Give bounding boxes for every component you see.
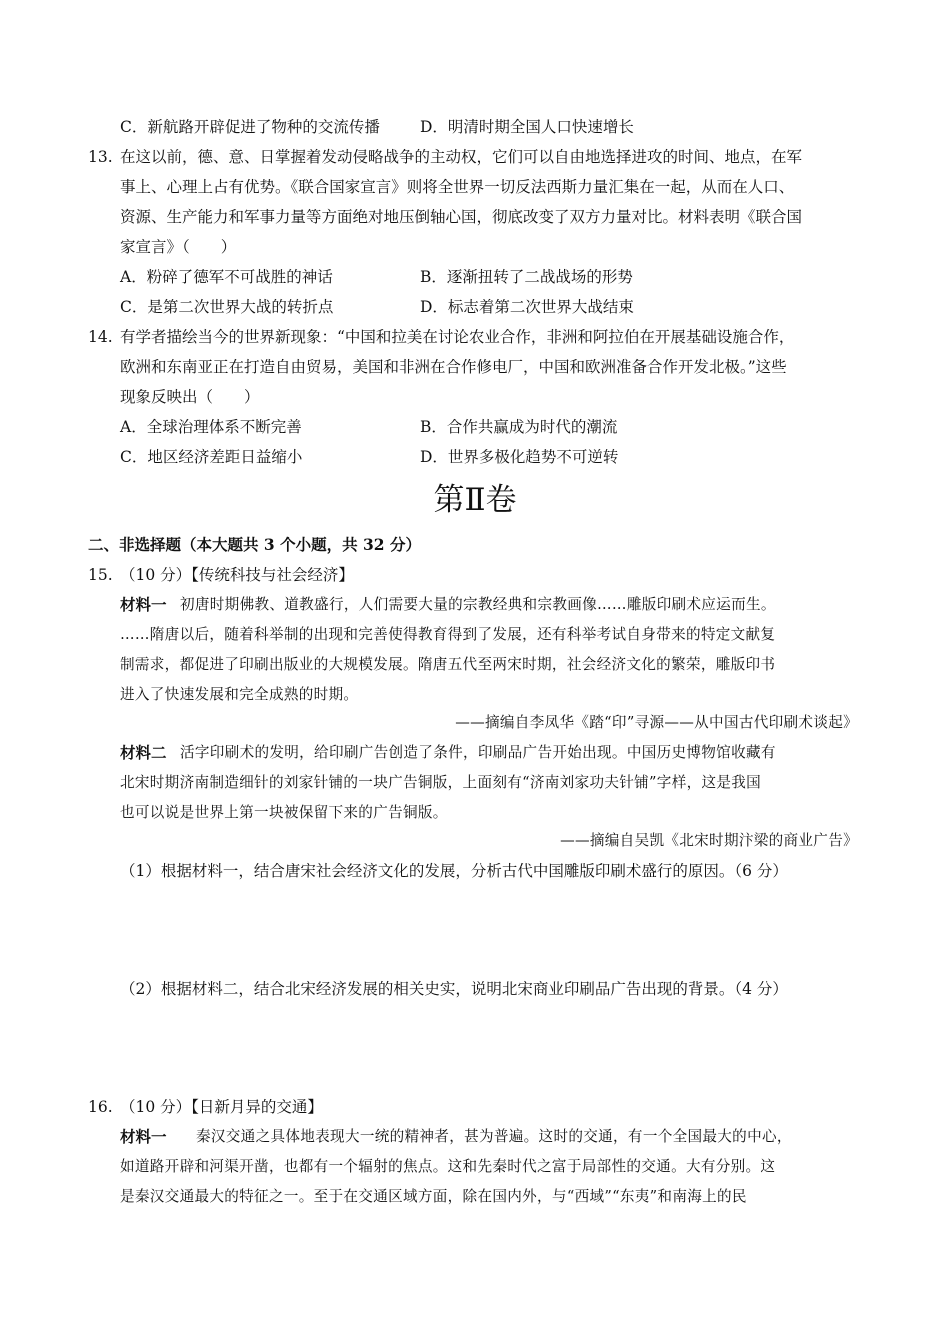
q13-stem-line: 资源、生产能力和军事力量等方面绝对地压倒轴心国，彻底改变了双方力量对比。材料表明《联合国 bbox=[120, 208, 803, 226]
part-two-title: 第Ⅱ卷 bbox=[433, 482, 517, 518]
q13-option-c: C．是第二次世界大战的转折点 bbox=[120, 298, 334, 316]
q14-stem-line: 有学者描绘当今的世界新现象：“中国和拉美在讨论农业合作，非洲和阿拉伯在开展基础设施合作， bbox=[120, 328, 795, 346]
q16-number: 16. bbox=[88, 1098, 113, 1116]
q14-number: 14. bbox=[88, 328, 113, 346]
q13-option-a: A．粉碎了德军不可战胜的神话 bbox=[120, 268, 333, 286]
q15-material-two-line: 也可以说是世界上第一块被保留下来的广告铜版。 bbox=[120, 804, 448, 821]
q13-stem-line: 在这以前，德、意、日掌握着发动侵略战争的主动权，它们可以自由地选择进攻的时间、地点，在军 bbox=[120, 148, 803, 166]
q14-stem-line: 欧洲和东南亚正在打造自由贸易，美国和非洲在合作修电厂，中国和欧洲准备合作开发北极。”这些 bbox=[120, 358, 787, 376]
q13-number: 13. bbox=[88, 148, 113, 166]
q15-number: 15. bbox=[88, 566, 113, 584]
q16-heading: （10 分）【日新月异的交通】 bbox=[120, 1098, 323, 1116]
q15-subquestion-1: （1）根据材料一，结合唐宋社会经济文化的发展，分析古代中国雕版印刷术盛行的原因。（6 分） bbox=[120, 862, 788, 880]
q15-heading: （10 分）【传统科技与社会经济】 bbox=[120, 566, 354, 584]
q15-material-one-line: 制需求，都促进了印刷出版业的大规模发展。隋唐五代至两宋时期，社会经济文化的繁荣，雕版印书 bbox=[120, 656, 776, 673]
q14-option-c: C．地区经济差距日益缩小 bbox=[120, 448, 303, 466]
q12-option-c: C．新航路开辟促进了物种的交流传播 bbox=[120, 118, 380, 136]
q12-option-d: D．明清时期全国人口快速增长 bbox=[420, 118, 634, 136]
q15-material-two-label: 材料二 bbox=[120, 743, 167, 762]
q16-material-one-label: 材料一 bbox=[120, 1127, 167, 1146]
q14-option-a: A．全球治理体系不断完善 bbox=[120, 418, 302, 436]
q15-material-two-source: ——摘编自吴凯《北宋时期汴梁的商业广告》 bbox=[560, 832, 858, 849]
q13-stem-line: 事上、心理上占有优势。《联合国家宣言》则将全世界一切反法西斯力量汇集在一起，从而在人口、 bbox=[120, 178, 795, 196]
q15-subquestion-2: （2）根据材料二，结合北宋经济发展的相关史实，说明北宋商业印刷品广告出现的背景。（4 分） bbox=[120, 980, 788, 998]
q15-material-one-source: ——摘编自李凤华《踏“印”寻源——从中国古代印刷术谈起》 bbox=[455, 714, 858, 731]
q16-material-one-line: 秦汉交通之具体地表现大一统的精神者，甚为普遍。这时的交通，有一个全国最大的中心， bbox=[196, 1128, 792, 1145]
q15-material-one-line: 进入了快速发展和完全成熟的时期。 bbox=[120, 686, 359, 703]
q14-option-d: D．世界多极化趋势不可逆转 bbox=[420, 448, 619, 466]
q13-option-b: B．逐渐扭转了二战战场的形势 bbox=[420, 268, 633, 286]
q14-stem-line: 现象反映出（ ） bbox=[120, 388, 260, 406]
q16-material-one-line: 是秦汉交通最大的特征之一。至于在交通区域方面，除在国内外，与“西域”“东夷”和南海上的民 bbox=[120, 1188, 747, 1205]
q13-option-d: D．标志着第二次世界大战结束 bbox=[420, 298, 634, 316]
q15-material-one-line: 初唐时期佛教、道教盛行，人们需要大量的宗教经典和宗教画像……雕版印刷术应运而生。 bbox=[180, 596, 776, 613]
q15-material-two-line: 北宋时期济南制造细针的刘家针铺的一块广告铜版，上面刻有“济南刘家功夫针铺”字样，这是我国 bbox=[120, 774, 762, 791]
q14-option-b: B．合作共赢成为时代的潮流 bbox=[420, 418, 618, 436]
part-two-heading: 二、非选择题（本大题共 3 个小题，共 32 分） bbox=[88, 535, 421, 554]
q15-material-two-line: 活字印刷术的发明，给印刷广告创造了条件，印刷品广告开始出现。中国历史博物馆收藏有 bbox=[180, 744, 776, 761]
q15-material-one-line: ……隋唐以后，随着科举制的出现和完善使得教育得到了发展，还有科举考试自身带来的特定文献复 bbox=[120, 626, 776, 643]
q13-stem-line: 家宣言》（ ） bbox=[120, 238, 237, 256]
q15-material-one-label: 材料一 bbox=[120, 595, 167, 614]
q16-material-one-line: 如道路开辟和河渠开凿，也都有一个辐射的焦点。这和先秦时代之富于局部性的交通。大有分别。这 bbox=[120, 1158, 776, 1175]
